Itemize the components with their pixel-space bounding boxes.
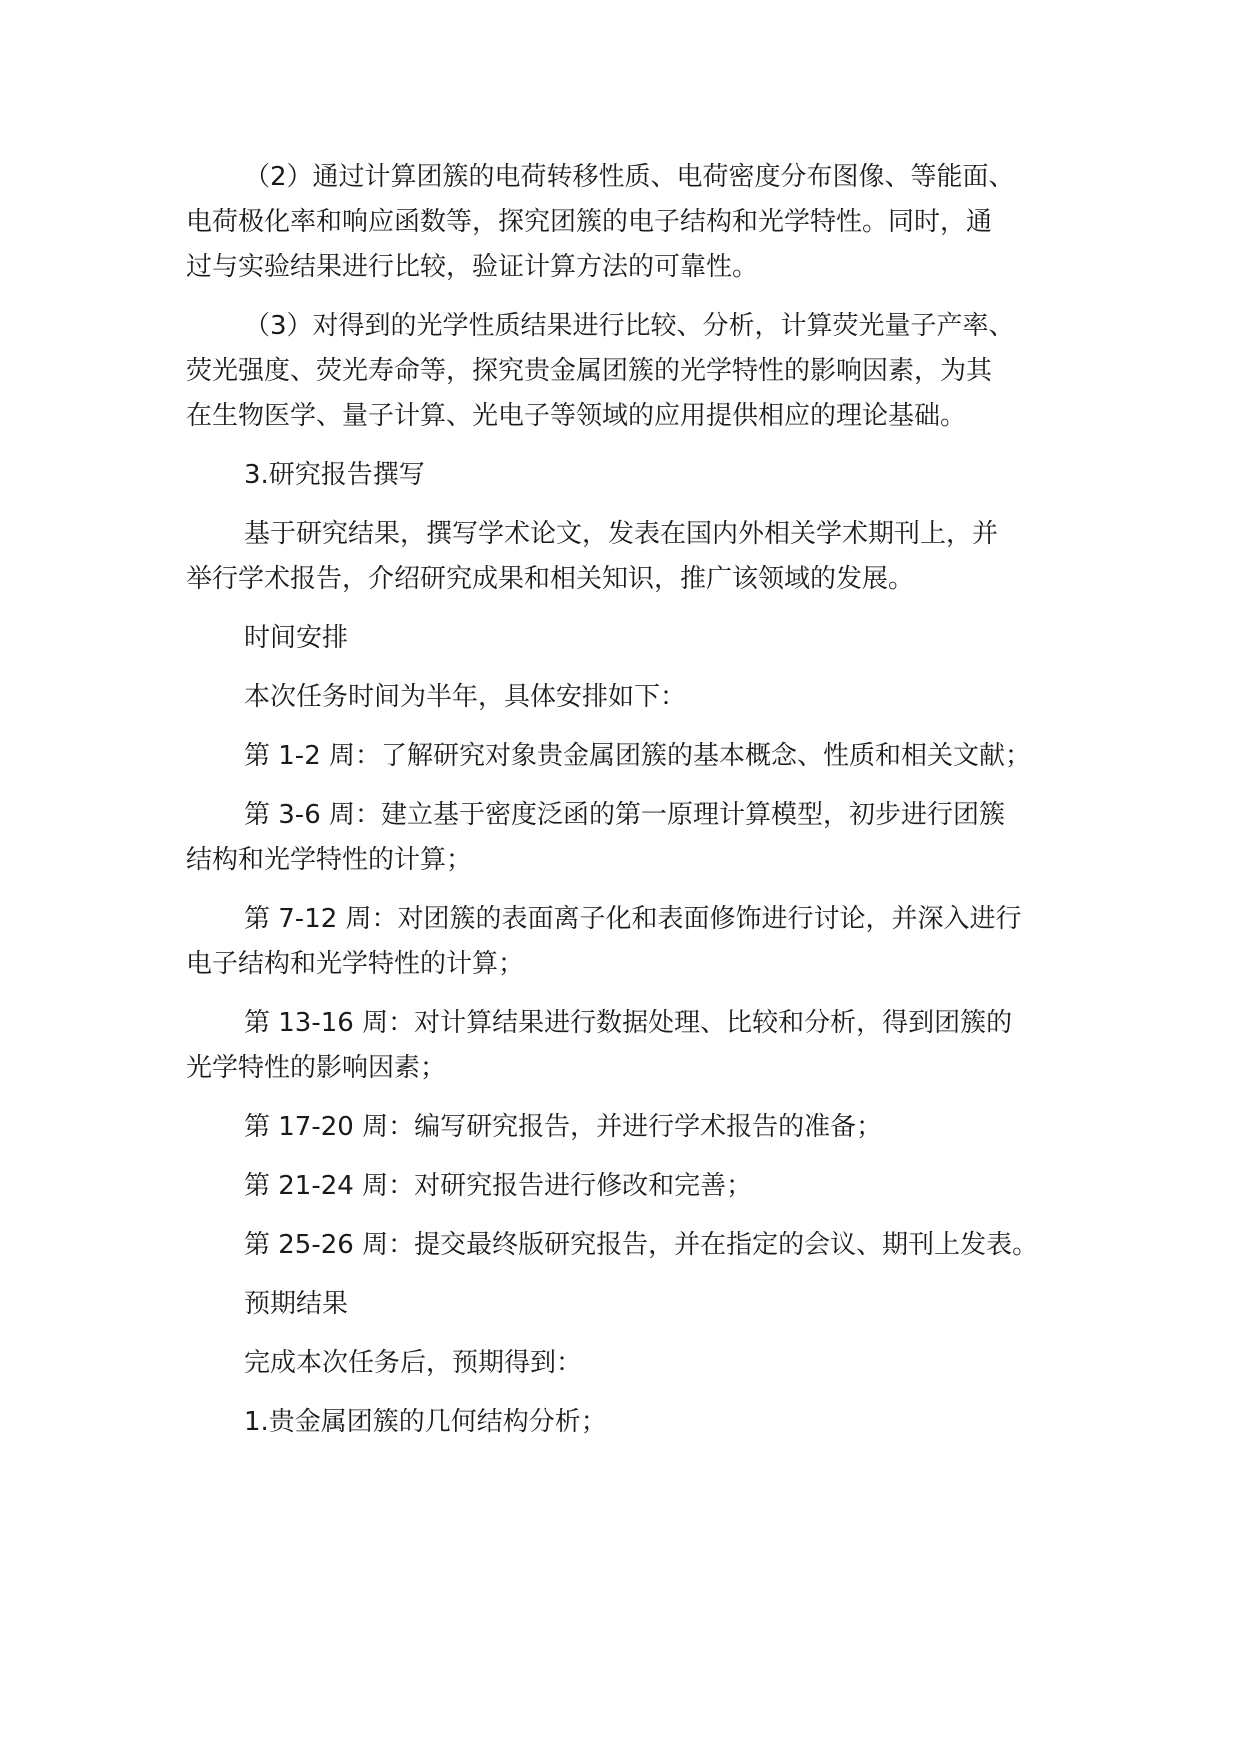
paragraph-line: 第 21-24 周：对研究报告进行修改和完善； [244, 1171, 753, 1201]
paragraph-line: 第 7-12 周：对团簇的表面离子化和表面修饰进行讨论，并深入进行 [244, 904, 1022, 934]
paragraph [186, 1001, 1076, 1091]
paragraph-line: 完成本次任务后，预期得到： [244, 1348, 583, 1378]
paragraph-line: 第 1-2 周：了解研究对象贵金属团簇的基本概念、性质和相关文献； [244, 741, 1031, 771]
paragraph [186, 793, 1076, 883]
paragraph-line: 1.贵金属团簇的几何结构分析； [244, 1407, 607, 1437]
paragraph-line: 基于研究结果，撰写学术论文，发表在国内外相关学术期刊上，并 [244, 519, 999, 549]
paragraph-line: 3.研究报告撰写 [244, 460, 425, 490]
paragraph-line: 第 3-6 周：建立基于密度泛函的第一原理计算模型，初步进行团簇 [244, 800, 1005, 830]
paragraph-line: 荧光强度、荧光寿命等，探究贵金属团簇的光学特性的影响因素，为其 [186, 356, 993, 386]
paragraph-line: 在生物医学、量子计算、光电子等领域的应用提供相应的理论基础。 [186, 401, 967, 431]
paragraph-line: 电子结构和光学特性的计算； [186, 949, 525, 979]
paragraph [186, 1400, 1076, 1445]
paragraph-line: 时间安排 [244, 623, 349, 653]
paragraph-line: 结构和光学特性的计算； [186, 845, 473, 875]
paragraph-line: 第 25-26 周：提交最终版研究报告，并在指定的会议、期刊上发表。 [244, 1230, 1039, 1260]
paragraph [186, 453, 1076, 498]
paragraph-line: 第 17-20 周：编写研究报告，并进行学术报告的准备； [244, 1112, 883, 1142]
paragraph [186, 1223, 1076, 1268]
paragraph [186, 1164, 1076, 1209]
paragraph [186, 616, 1076, 661]
paragraph [186, 897, 1076, 987]
paragraph [186, 1105, 1076, 1150]
paragraph-line: 本次任务时间为半年，具体安排如下： [244, 682, 687, 712]
paragraph [186, 675, 1076, 720]
document-body [186, 155, 1076, 1459]
paragraph-line: （3）对得到的光学性质结果进行比较、分析，计算荧光量子产率、 [244, 311, 1015, 341]
paragraph [186, 155, 1076, 290]
paragraph [186, 304, 1076, 439]
paragraph [186, 512, 1076, 602]
paragraph-line: 过与实验结果进行比较，验证计算方法的可靠性。 [186, 252, 759, 282]
paragraph-line: 第 13-16 周：对计算结果进行数据处理、比较和分析，得到团簇的 [244, 1008, 1013, 1038]
paragraph-line: （2）通过计算团簇的电荷转移性质、电荷密度分布图像、等能面、 [244, 162, 1015, 192]
paragraph-line: 光学特性的影响因素； [186, 1053, 447, 1083]
paragraph [186, 1282, 1076, 1327]
paragraph-line: 预期结果 [244, 1289, 349, 1319]
paragraph [186, 734, 1076, 779]
paragraph-line: 电荷极化率和响应函数等，探究团簇的电子结构和光学特性。同时，通 [186, 207, 993, 237]
paragraph [186, 1341, 1076, 1386]
paragraph-line: 举行学术报告，介绍研究成果和相关知识，推广该领域的发展。 [186, 564, 915, 594]
